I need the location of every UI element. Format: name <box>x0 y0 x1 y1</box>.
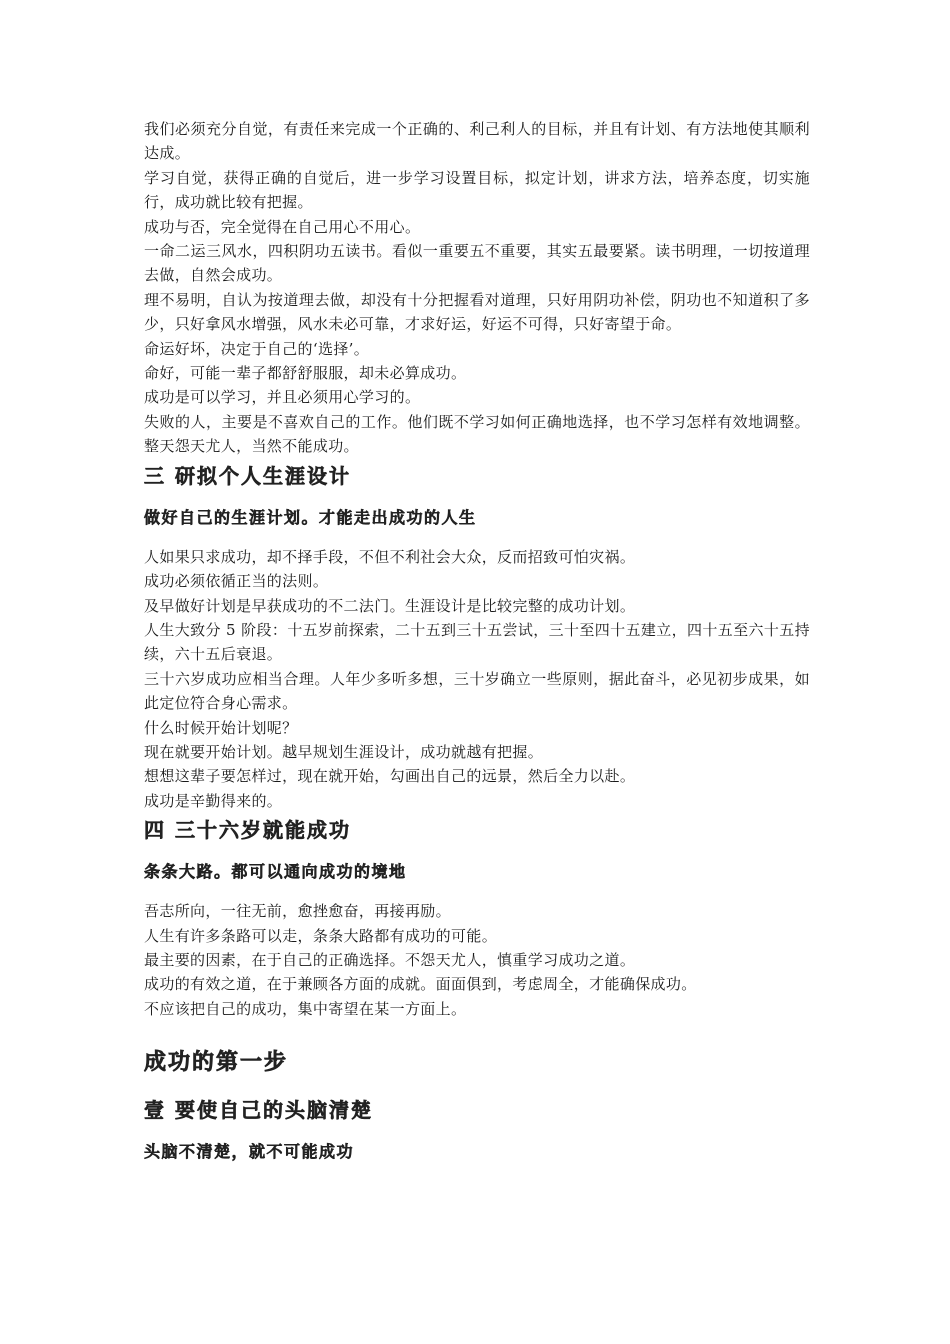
paragraph: 不应该把自己的成功，集中寄望在某一方面上。 <box>144 999 467 1018</box>
section-heading: 四 三十六岁就能成功 <box>144 818 351 843</box>
paragraph: 什么时候开始计划呢？ <box>144 718 298 737</box>
section-heading: 壹 要使自己的头脑清楚 <box>144 1098 373 1123</box>
paragraph: 现在就要开始计划。越早规划生涯设计，成功就越有把握。 <box>144 742 544 761</box>
paragraph: 成功的有效之道，在于兼顾各方面的成就。面面俱到，考虑周全，才能确保成功。 <box>144 975 697 994</box>
paragraph: 人生有许多条路可以走，条条大路都有成功的可能。 <box>144 926 498 945</box>
document-body <box>144 117 810 1179</box>
paragraph: 成功与否，完全觉得在自己用心不用心。 <box>144 217 421 236</box>
paragraph: 成功必须依循正当的法则。 <box>144 572 329 591</box>
paragraph: 成功是可以学习，并且必须用心学习的。 <box>144 388 421 407</box>
paragraph: 吾志所向，一往无前，愈挫愈奋，再接再励。 <box>144 902 452 921</box>
section-subheading: 做好自己的生涯计划。才能走出成功的人生 <box>144 507 477 527</box>
paragraph: 我们必须充分自觉，有责任来完成一个正确的、利己利人的目标，并且有计划、有方法地使其顺利达成。 <box>144 120 810 163</box>
paragraph: 命运好坏，决定于自己的‘选择’。 <box>144 339 370 358</box>
paragraph: 理不易明，自认为按道理去做，却没有十分把握看对道理，只好用阴功补偿，阴功也不知道积了多少，只好拿风水增强，风水未必可靠，才求好运，好运不可得，只好寄望于命。 <box>144 290 810 334</box>
paragraph: 一命二运三风水，四积阴功五读书。看似一重要五不重要，其实五最要紧。读书明理，一切按道理去做，自然会成功。 <box>144 242 810 285</box>
paragraph: 命好，可能一辈子都舒舒服服，却未必算成功。 <box>144 364 467 383</box>
paragraph: 人如果只求成功，却不择手段，不但不利社会大众，反而招致可怕灾祸。 <box>144 547 636 566</box>
paragraph: 学习自觉，获得正确的自觉后，进一步学习设置目标，拟定计划，讲求方法，培养态度，切实施行，成功就比较有把握。 <box>144 168 810 212</box>
chapter-title: 成功的第一步 <box>144 1050 289 1076</box>
paragraph: 想想这辈子要怎样过，现在就开始，勾画出自己的远景，然后全力以赴。 <box>144 767 636 786</box>
paragraph: 人生大致分 5 阶段：十五岁前探索，二十五到三十五尝试，三十至四十五建立，四十五至六十五持续，六十五后衰退。 <box>144 620 810 664</box>
paragraph: 最主要的因素，在于自己的正确选择。不怨天尤人，慎重学习成功之道。 <box>144 950 636 969</box>
paragraph: 失败的人，主要是不喜欢自己的工作。他们既不学习如何正确地选择，也不学习怎样有效地调整。整天怨天尤人，当然不能成功。 <box>144 412 810 456</box>
section-subheading: 头脑不清楚，就不可能成功 <box>144 1142 355 1162</box>
paragraph: 及早做好计划是早获成功的不二法门。生涯设计是比较完整的成功计划。 <box>144 596 636 615</box>
paragraph: 成功是辛勤得来的。 <box>144 791 283 810</box>
section-subheading: 条条大路。都可以通向成功的境地 <box>144 862 407 882</box>
section-heading: 三 研拟个人生涯设计 <box>144 463 351 488</box>
paragraph: 三十六岁成功应相当合理。人年少多听多想，三十岁确立一些原则，据此奋斗，必见初步成果，如此定位符合身心需求。 <box>144 669 810 713</box>
